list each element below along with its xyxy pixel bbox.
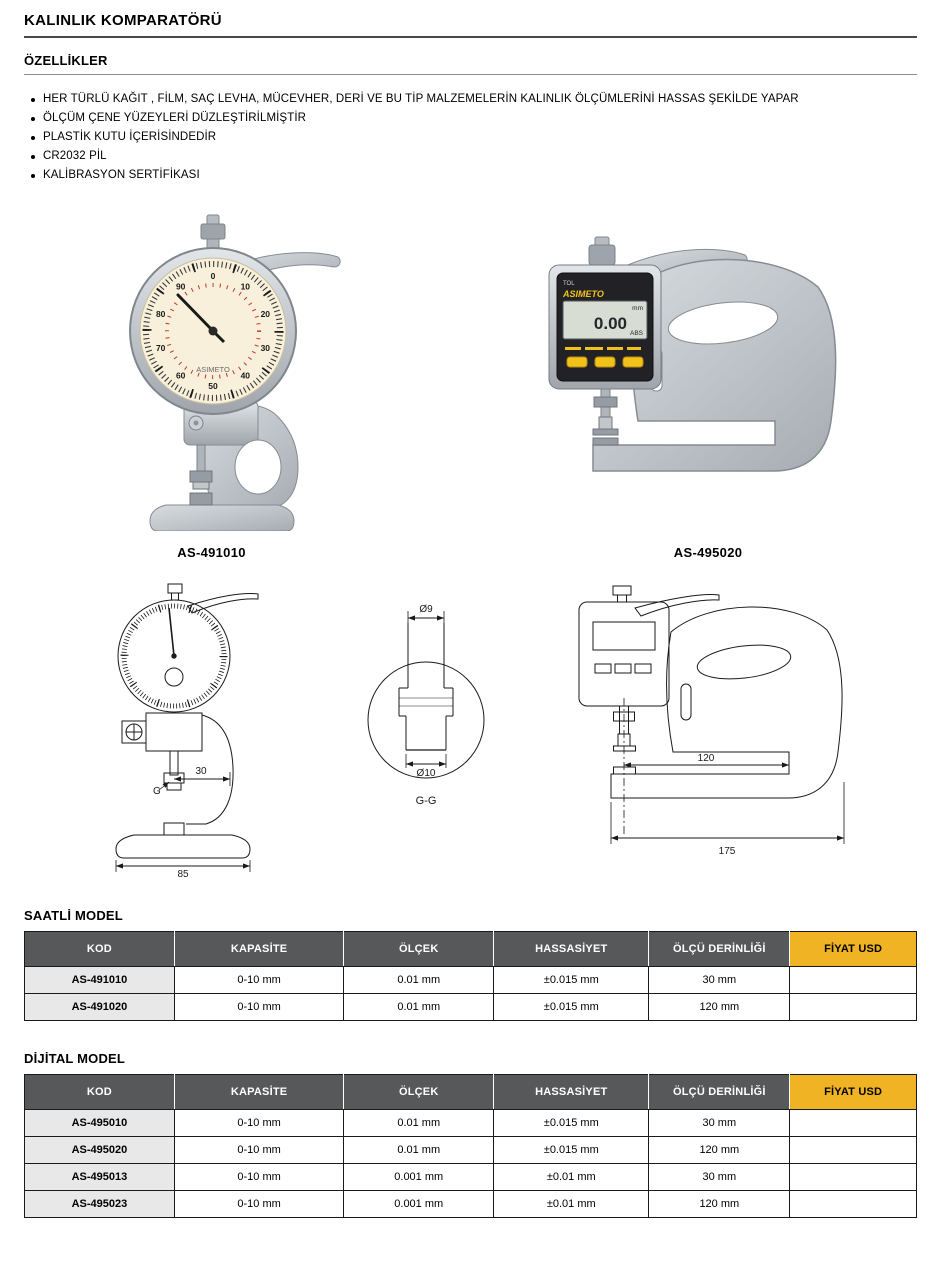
dial-brand-text: ASIMETO xyxy=(195,365,230,374)
table-cell: 0.001 mm xyxy=(344,1191,494,1218)
table-cell: 0-10 mm xyxy=(174,967,343,994)
feature-item: CR2032 PİL xyxy=(30,147,917,166)
col-header-hassasiyet: HASSASİYET xyxy=(494,1075,649,1110)
face-small-text: TOL xyxy=(563,281,575,287)
spec-table-digital xyxy=(24,1074,917,1218)
svg-text:70: 70 xyxy=(155,343,165,353)
digital-gauge-drawing xyxy=(551,582,881,872)
section-label: G xyxy=(153,786,161,797)
spec-table-dial xyxy=(24,931,917,1021)
table-row xyxy=(25,1110,917,1137)
detail-circle xyxy=(368,662,484,778)
feature-item: HER TÜRLÜ KAĞIT , FİLM, SAÇ LEVHA, MÜCEVHER, DERİ VE BU TİP MALZEMELERİN KALINLIK ÖLÇÜMLERİNİ HASSAS ŞEKİLDE YAPAR xyxy=(30,90,917,109)
table-cell: 0.01 mm xyxy=(344,994,494,1021)
table-header-row xyxy=(25,1075,917,1110)
features-rule xyxy=(24,74,917,75)
product-dial xyxy=(24,209,399,560)
product-digital xyxy=(399,231,917,560)
dim-throat-depth-dial: 30 xyxy=(195,766,207,777)
dial-gauge-photo xyxy=(62,209,362,531)
svg-text:0: 0 xyxy=(210,271,215,281)
col-header-kod: KOD xyxy=(25,1075,175,1110)
table-cell: 30 mm xyxy=(649,1110,790,1137)
table-cell: 120 mm xyxy=(649,1191,790,1218)
table-row xyxy=(25,1164,917,1191)
section-caption: G-G xyxy=(415,795,436,807)
product-photos xyxy=(24,209,917,560)
table-cell: ±0.015 mm xyxy=(494,967,649,994)
svg-text:30: 30 xyxy=(260,343,270,353)
table-cell: 0-10 mm xyxy=(174,994,343,1021)
table-heading-digital: DİJİTAL MODEL xyxy=(24,1051,126,1066)
table-cell: 0-10 mm xyxy=(174,1137,343,1164)
col-header-olcek: ÖLÇEK xyxy=(344,932,494,967)
col-header-olcu-derinligi: ÖLÇÜ DERİNLİĞİ xyxy=(649,1075,790,1110)
table-cell: ±0.01 mm xyxy=(494,1164,649,1191)
digital-gauge-photo xyxy=(523,231,893,531)
table-cell: ±0.015 mm xyxy=(494,1137,649,1164)
lcd-mode: ABS xyxy=(630,330,644,337)
table-cell: 30 mm xyxy=(649,967,790,994)
table-header-row xyxy=(25,932,917,967)
section-detail-drawing xyxy=(351,602,501,832)
table-cell: 0-10 mm xyxy=(174,1164,343,1191)
table-cell: 0-10 mm xyxy=(174,1191,343,1218)
col-header-kapasite: KAPASİTE xyxy=(174,1075,343,1110)
svg-text:50: 50 xyxy=(207,381,218,391)
product-code-cell: AS-495020 xyxy=(25,1137,175,1164)
product-code-cell: AS-491010 xyxy=(25,967,175,994)
table-row xyxy=(25,994,917,1021)
table-row xyxy=(25,1191,917,1218)
lcd-value: 0.00 xyxy=(593,314,628,333)
table-cell: 0.01 mm xyxy=(344,1137,494,1164)
col-header-kod: KOD xyxy=(25,932,175,967)
table-cell: 0.001 mm xyxy=(344,1164,494,1191)
table-cell: 0-10 mm xyxy=(174,1110,343,1137)
feature-item: ÖLÇÜM ÇENE YÜZEYLERİ DÜZLEŞTİRİLMİŞTİR xyxy=(30,109,917,128)
dim-face-diameter: Ø10 xyxy=(416,768,435,779)
table-cell: 30 mm xyxy=(649,1164,790,1191)
product-code-dial: AS-491010 xyxy=(177,545,246,560)
table-cell: 0.01 mm xyxy=(344,1110,494,1137)
col-header-fiyat: FİYAT USD xyxy=(790,1075,917,1110)
function-buttons xyxy=(567,357,643,367)
product-code-digital: AS-495020 xyxy=(673,545,743,560)
price-cell xyxy=(790,1191,917,1218)
feature-item: KALİBRASYON SERTİFİKASI xyxy=(30,166,917,185)
product-code-cell: AS-491020 xyxy=(25,994,175,1021)
price-cell xyxy=(790,1137,917,1164)
svg-text:90: 90 xyxy=(175,281,185,292)
table-cell: 120 mm xyxy=(649,994,790,1021)
product-code-cell: AS-495023 xyxy=(25,1191,175,1218)
dim-top-diameter: Ø9 xyxy=(418,604,433,615)
product-code-cell: AS-495013 xyxy=(25,1164,175,1191)
table-cell: ±0.015 mm xyxy=(494,1110,649,1137)
table-row xyxy=(25,1137,917,1164)
feature-item: PLASTİK KUTU İÇERİSİNDEDİR xyxy=(30,128,917,147)
dim-overall-width-digital: 175 xyxy=(718,846,736,857)
price-cell xyxy=(790,967,917,994)
svg-text:80: 80 xyxy=(155,309,165,319)
price-cell xyxy=(790,1110,917,1137)
col-header-olcek: ÖLÇEK xyxy=(344,1075,494,1110)
table-cell: ±0.01 mm xyxy=(494,1191,649,1218)
lcd-unit: mm xyxy=(632,305,644,312)
title-rule xyxy=(24,36,917,38)
table-row xyxy=(25,967,917,994)
dial-gauge-drawing xyxy=(60,582,300,878)
table-cell: ±0.015 mm xyxy=(494,994,649,1021)
col-header-fiyat: FİYAT USD xyxy=(790,932,917,967)
dim-throat-depth-digital: 120 xyxy=(697,753,715,764)
button-labels xyxy=(565,347,641,350)
table-cell: 120 mm xyxy=(649,1137,790,1164)
col-header-hassasiyet: HASSASİYET xyxy=(494,932,649,967)
svg-text:40: 40 xyxy=(240,370,250,381)
technical-drawings xyxy=(24,582,917,878)
features-heading: ÖZELLİKLER xyxy=(24,53,108,68)
dim-overall-width-dial: 85 xyxy=(177,869,189,878)
col-header-kapasite: KAPASİTE xyxy=(174,932,343,967)
page-title: KALINLIK KOMPARATÖRÜ xyxy=(24,12,222,29)
col-header-olcu-derinligi: ÖLÇÜ DERİNLİĞİ xyxy=(649,932,790,967)
svg-text:60: 60 xyxy=(175,370,185,381)
price-cell xyxy=(790,994,917,1021)
product-code-cell: AS-495010 xyxy=(25,1110,175,1137)
feature-list xyxy=(30,90,917,185)
digital-brand-text: ASIMETO xyxy=(563,289,604,299)
price-cell xyxy=(790,1164,917,1191)
svg-text:20: 20 xyxy=(260,309,270,319)
table-heading-dial: SAATLİ MODEL xyxy=(24,908,123,923)
svg-text:10: 10 xyxy=(240,281,250,292)
table-cell: 0.01 mm xyxy=(344,967,494,994)
